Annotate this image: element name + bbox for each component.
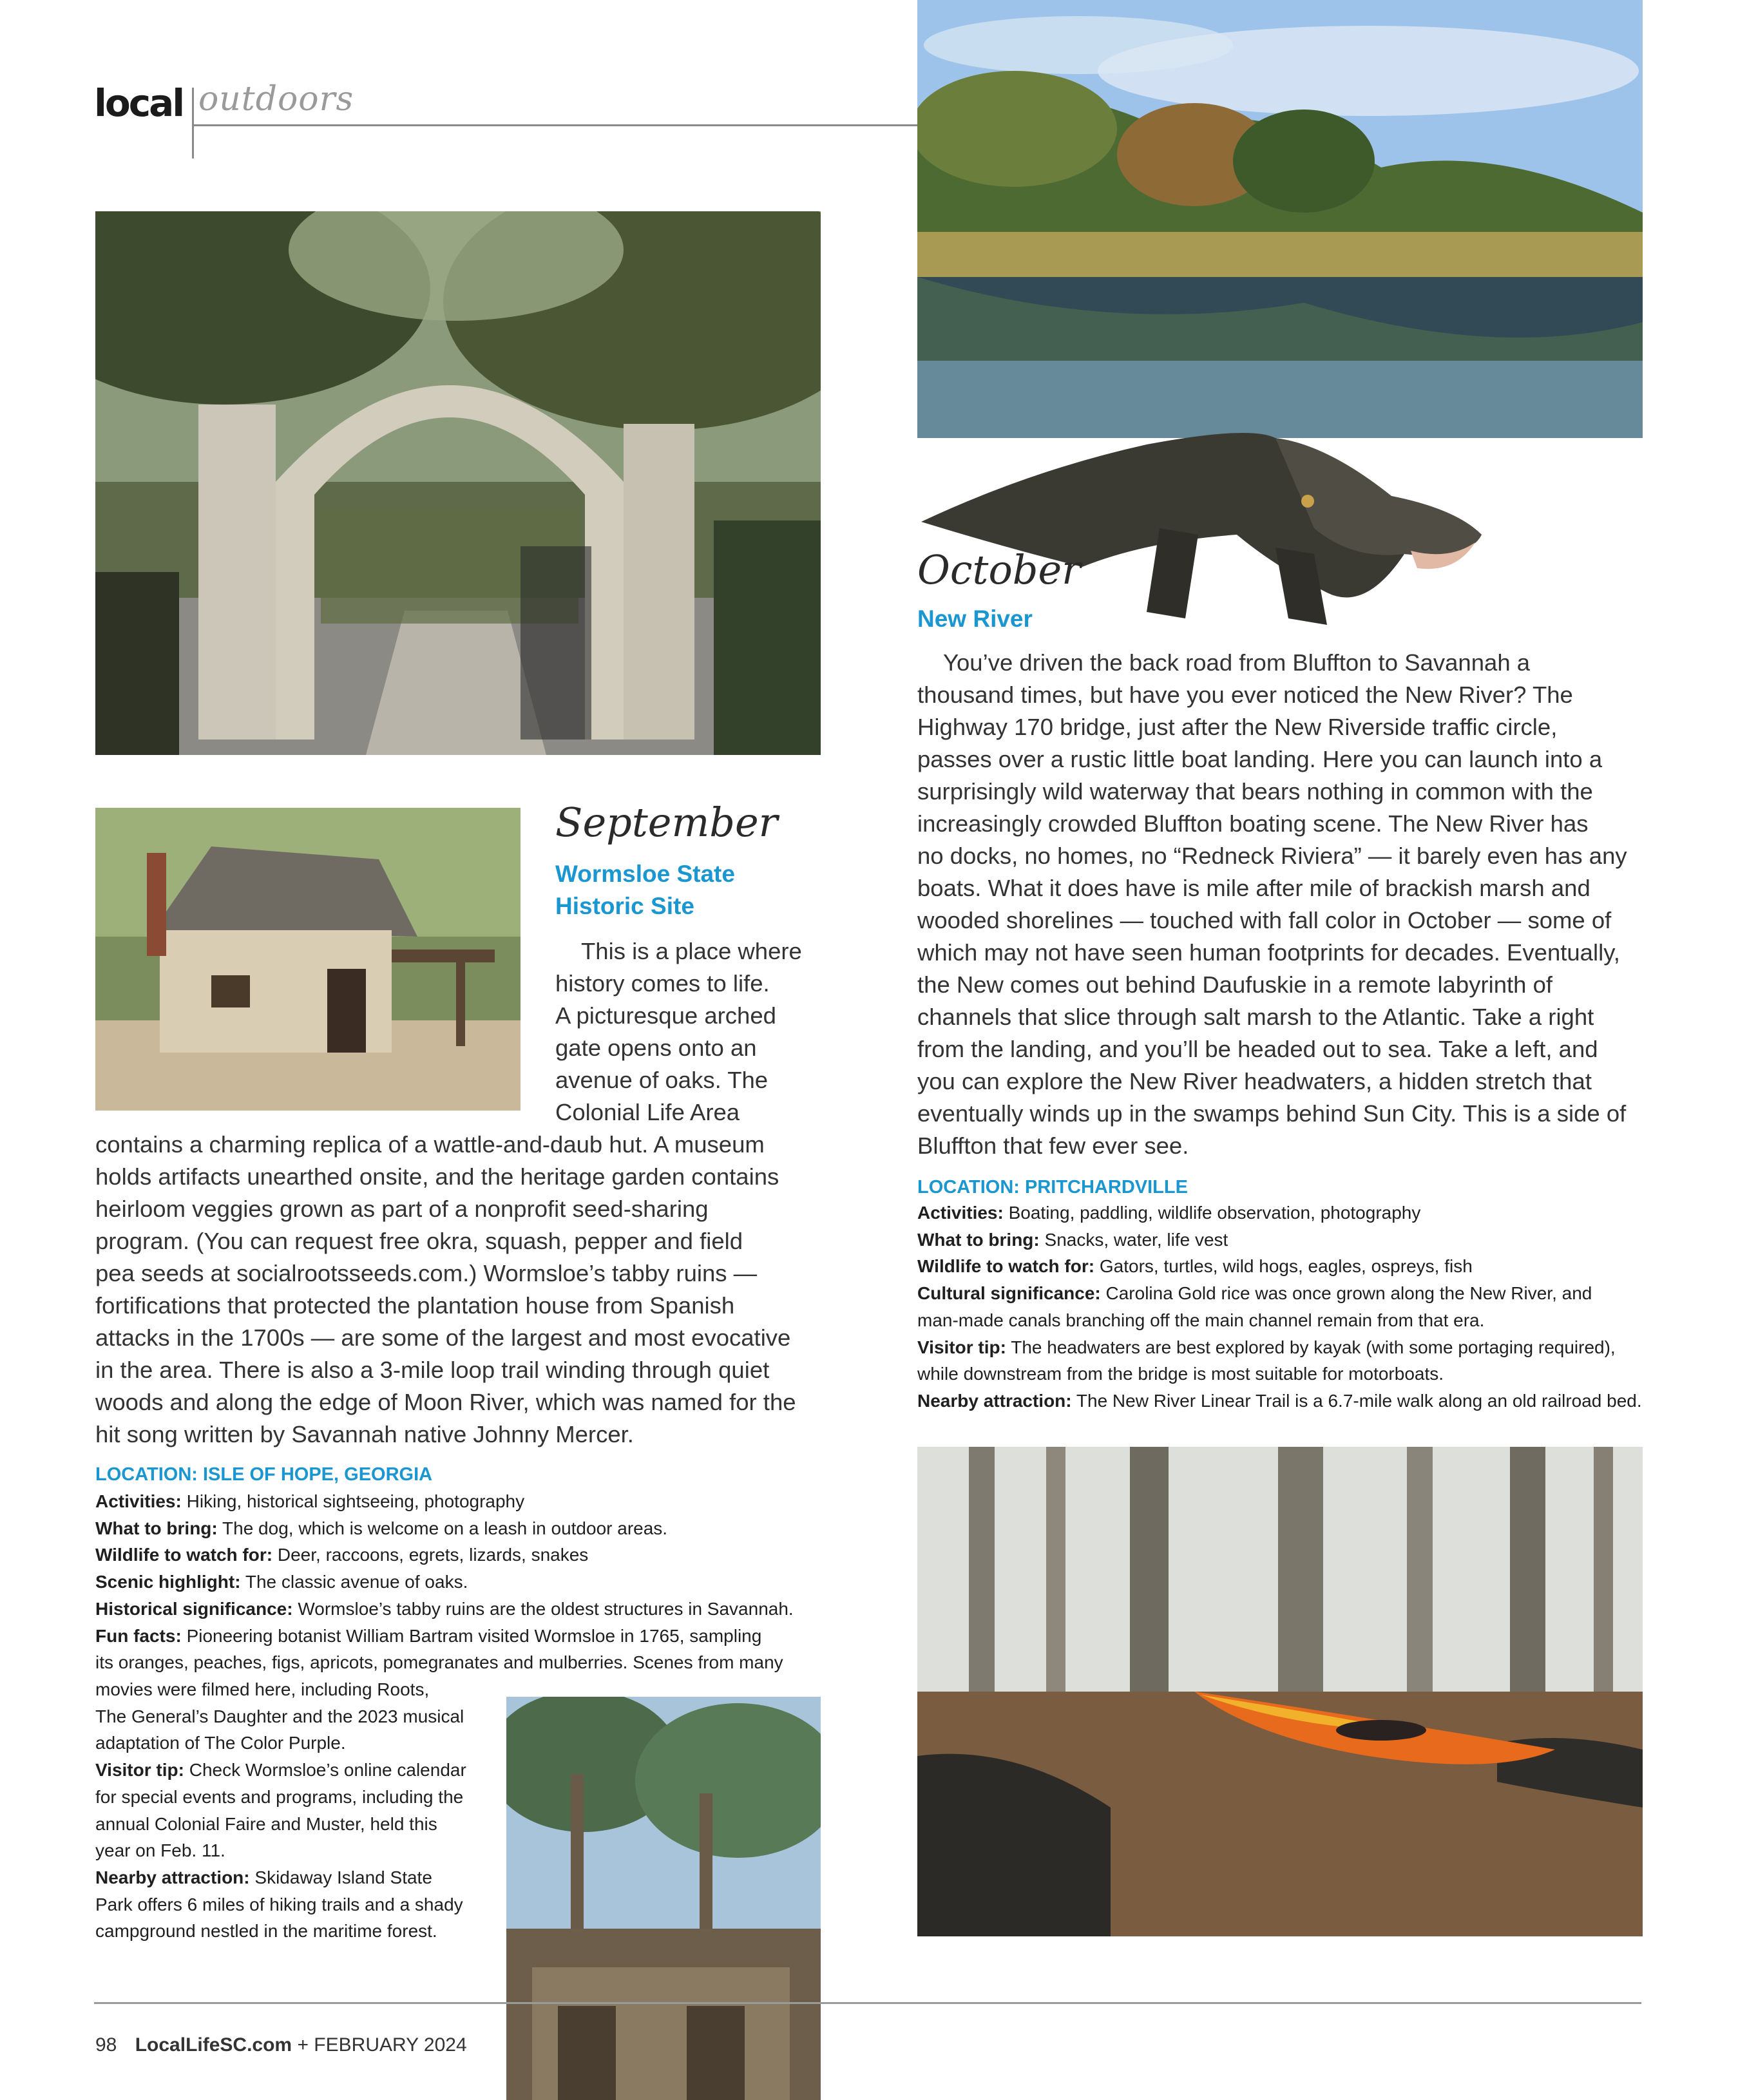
body-line: avenue of oaks. The: [555, 1067, 769, 1093]
fact-line: man-made canals branching off the main channel remain from that era.: [917, 1310, 1485, 1330]
header-rule: [192, 124, 917, 126]
body-line: heirloom veggies grown as part of a nonprofit seed-sharing: [95, 1196, 709, 1222]
fact-line: annual Colonial Faire and Muster, held this: [95, 1813, 437, 1834]
october-facts: [917, 1199, 1652, 1415]
body-line: from the landing, and you’ll be headed out to sea. Take a left, and: [917, 1036, 1598, 1062]
fact-line: Park offers 6 miles of hiking trails and a shady: [95, 1894, 463, 1914]
footer-rule: [94, 2002, 1641, 2004]
place-line: Historic Site: [555, 893, 694, 919]
october-location: LOCATION: PRITCHARDVILLE: [917, 1177, 1188, 1198]
fact-line: Visitor tip: Check Wormsloe’s online calendar: [95, 1760, 466, 1780]
september-location: LOCATION: ISLE OF HOPE, GEORGIA: [95, 1464, 433, 1485]
body-line: which may not have seen human footprints for decades. Eventually,: [917, 939, 1620, 966]
fact-line: while downstream from the bridge is most suitable for motorboats.: [917, 1364, 1444, 1384]
body-line: thousand times, but have you ever noticed the New River? The: [917, 682, 1573, 708]
subsection-label: outdoors: [198, 80, 354, 119]
body-line: wooded shorelines — touched with fall color in October — some of: [917, 907, 1612, 933]
body-line: A picturesque arched: [555, 1002, 776, 1029]
fact-line: movies were filmed here, including Roots,: [95, 1679, 430, 1699]
fact-line: Historical significance: Wormsloe’s tabby ruins are the oldest structures in Savannah.: [95, 1598, 794, 1619]
body-line: You’ve driven the back road from Bluffton to Savannah a: [943, 649, 1531, 676]
fact-line: year on Feb. 11.: [95, 1840, 225, 1861]
body-line: gate opens onto an: [555, 1035, 757, 1061]
place-line: Wormsloe State: [555, 861, 735, 887]
october-body: [917, 647, 1652, 1162]
fact-line: What to bring: Snacks, water, life vest: [917, 1229, 1228, 1250]
fact-line: Activities: Boating, paddling, wildlife observation, photography: [917, 1203, 1421, 1223]
body-line: Bluffton that few ever see.: [917, 1132, 1189, 1159]
fact-line: Wildlife to watch for: Deer, raccoons, egrets, lizards, snakes: [95, 1545, 589, 1565]
hut-photo: [95, 808, 520, 1111]
body-line: holds artifacts unearthed onsite, and the heritage garden contains: [95, 1163, 779, 1190]
fact-line: Nearby attraction: The New River Linear Trail is a 6.7-mile walk along an old railroad bed.: [917, 1390, 1642, 1411]
october-place-name: New River: [917, 606, 1033, 632]
september-facts-narrow: [95, 1676, 495, 1945]
body-line: Colonial Life Area: [555, 1099, 740, 1125]
september-month-heading: September: [555, 799, 778, 846]
body-line: eventually winds up in the swamps behind Sun City. This is a side of: [917, 1100, 1627, 1127]
wormsloe-gate-photo: [95, 211, 821, 755]
september-body-wide: [95, 1129, 830, 1451]
fact-line: Wildlife to watch for: Gators, turtles, wild hogs, eagles, ospreys, fish: [917, 1256, 1473, 1277]
september-place-name: [555, 858, 735, 922]
body-line: the New comes out behind Daufuskie in a remote labyrinth of: [917, 971, 1553, 998]
body-line: fortifications that protected the plantation house from Spanish: [95, 1292, 735, 1319]
october-month-heading: October: [917, 546, 1081, 593]
fact-line: adaptation of The Color Purple.: [95, 1733, 346, 1753]
body-line: boats. What it does have is mile after mile of brackish marsh and: [917, 875, 1590, 901]
body-line: passes over a rustic little boat landing. Here you can launch into a: [917, 746, 1603, 772]
fact-line: The General’s Daughter and the 2023 musical: [95, 1706, 464, 1726]
body-line: woods and along the edge of Moon River, which was named for the: [95, 1389, 796, 1415]
kayak-photo: [917, 1447, 1643, 1936]
body-line: no docks, no homes, no “Redneck Riviera” — it barely even has any: [917, 843, 1627, 869]
body-line: you can explore the New River headwaters, a hidden stretch that: [917, 1068, 1592, 1094]
fact-line: campground nestled in the maritime forest.: [95, 1921, 437, 1942]
body-line: pea seeds at socialrootsseeds.com.) Wormsloe’s tabby ruins —: [95, 1260, 758, 1286]
body-line: in the area. There is also a 3-mile loop trail winding through quiet: [95, 1357, 770, 1383]
section-label: local: [94, 81, 184, 125]
body-line: contains a charming replica of a wattle-and-daub hut. A museum: [95, 1131, 765, 1158]
site-link[interactable]: LocalLifeSC.com: [135, 2034, 292, 2056]
body-line: hit song written by Savannah native Johnny Mercer.: [95, 1421, 634, 1447]
september-facts-wide: [95, 1488, 830, 1676]
body-line: Highway 170 bridge, just after the New Riverside traffic circle,: [917, 714, 1558, 740]
fact-line: Cultural significance: Carolina Gold rice was once grown along the New River, and: [917, 1283, 1592, 1304]
issue-date: + FEBRUARY 2024: [297, 2034, 467, 2056]
september-body-narrow: [555, 935, 826, 1129]
body-line: surprisingly wild waterway that bears nothing in common with the: [917, 778, 1593, 805]
body-line: channels that slice through salt marsh to the Atlantic. Take a right: [917, 1004, 1594, 1030]
fact-line: Scenic highlight: The classic avenue of oaks.: [95, 1572, 468, 1592]
fact-line: Visitor tip: The headwaters are best explored by kayak (with some portaging required),: [917, 1337, 1616, 1357]
fact-line: Nearby attraction: Skidaway Island State: [95, 1867, 432, 1887]
body-line: history comes to life.: [555, 970, 770, 997]
body-line: increasingly crowded Bluffton boating scene. The New River has: [917, 810, 1589, 837]
footer: [95, 2034, 467, 2056]
fact-line: its oranges, peaches, figs, apricots, pomegranates and mulberries. Scenes from many: [95, 1652, 783, 1673]
tabby-ruins-photo: [506, 1697, 821, 2100]
page-number: 98: [95, 2034, 117, 2056]
body-line: This is a place where: [581, 938, 802, 964]
fact-line: Fun facts: Pioneering botanist William Bartram visited Wormsloe in 1765, sampling: [95, 1625, 762, 1646]
new-river-photo: [917, 0, 1643, 438]
fact-line: What to bring: The dog, which is welcome on a leash in outdoor areas.: [95, 1518, 668, 1538]
body-line: program. (You can request free okra, squash, pepper and field: [95, 1228, 743, 1254]
fact-line: for special events and programs, including the: [95, 1786, 464, 1807]
fact-line: Activities: Hiking, historical sightseeing, photography: [95, 1491, 525, 1511]
body-line: attacks in the 1700s — are some of the largest and most evocative: [95, 1324, 791, 1351]
header-divider-vertical: [192, 88, 194, 158]
